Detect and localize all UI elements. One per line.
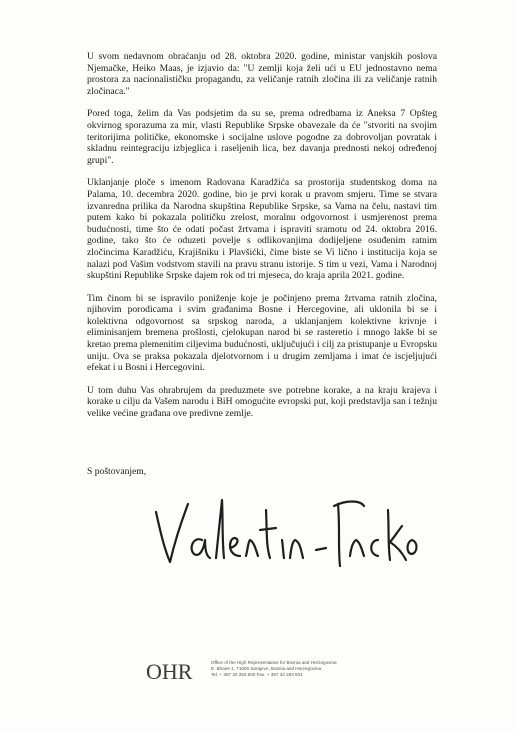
phone-line: Tel. + 387 33 283 500 Fax. + 387 33 283 501 bbox=[211, 672, 303, 677]
letterhead-footer bbox=[145, 658, 445, 688]
paragraph-2: Pored toga, želim da Vas podsjetim da su se, prema odredbama iz Aneksa 7 Opšteg okvirnog sporazuma za mir, vlasti Republike Srpske obavezale da će "stvoriti na svojim teritorijima političke, ekonomske i socijalne uslove pogodne za dobrovoljan povratak i skladnu reintegraciju izbjeglica i raseljenih lica, bez davanja prednosti nekoj određenoj grupi". bbox=[87, 108, 437, 166]
office-line: Office of the High Representative for Bosnia and Herzegovina bbox=[211, 660, 337, 665]
paragraph-3: Uklanjanje ploče s imenom Radovana Karadžića sa prostorija studentskog doma na Palama, 10. decembra 2020. godine, bio je prvi korak u pravom smjeru. Time se stvara izvanredna prilika da Narodna skupština Republike Srpske, sa Vama na čelu, nastavi tim putem kako bi pokazala političku zrelost, moralnu odgovornost i usmjerenost prema budućnosti, time što će odati počast žrtvama i ispraviti sramotu od 24. oktobra 2016. godine, tako što će oduzeti povelje s odlikovanjima dodijeljene osuđenim ratnim zločincima Karadžiću, Krajišniku i Plavšićki, čime biste se Vi lično i institucija koja se nalazi pod Vašim vodstvom stavili na pravu stranu istorije. S tim u vezi, Vama i Narodnoj skupštini Republike Srpske dajem rok od tri mjeseca, do kraja aprila 2021. godine. bbox=[87, 177, 437, 282]
handwritten-signature bbox=[150, 490, 420, 585]
ohr-logo-text: OHR bbox=[146, 659, 193, 684]
ohr-logo bbox=[145, 658, 207, 684]
address-line: E. Bhaire 1, 71000 Sarajevo, Bosnia and Herzegovina bbox=[211, 666, 322, 671]
salutation: S poštovanjem, bbox=[87, 466, 147, 477]
paragraph-5: U tom duhu Vas ohrabrujem da preduzmete sve potrebne korake, a na kraju krajeva i korake u cilju da Vašem narodu i BiH omogućite evropski put, koji predstavlja san i težnju velike većine građana ove predivne zemlje. bbox=[87, 384, 437, 420]
letter-body bbox=[87, 51, 437, 431]
footer-contact bbox=[211, 660, 451, 678]
paragraph-1: U svom nedavnom obraćanju od 28. oktobra 2020. godine, ministar vanjskih poslova Njemačke, Heiko Maas, je izjavio da: "U zemlji koja želi ući u EU jednostavno nema prostora za nacionalističku propagandu, za veličanje ratnih zločina ili za veličanje ratnih zločinaca." bbox=[87, 51, 437, 97]
paragraph-4: Tim činom bi se ispravilo poniženje koje je počinjeno prema žrtvama ratnih zločina, njihovim porodicama i svim građanima Bosne i Hercegovine, ali uklonila bi se i kolektivna odgovornost sa srpskog naroda, a uklanjanjem kolektivne krivnje i eliminisanjem bremena prošlosti, cjelokupan narod bi se rasteretio i mnogo lakše bi se kretao prema plemenitim ciljevima budućnosti, uključujući i cilj za pristupanje u Evropsku uniju. Ova se praksa pokazala djelotvornom i u drugim zemljama i imat će iscjeljujući efekat i u Bosni i Hercegovini. bbox=[87, 292, 437, 374]
